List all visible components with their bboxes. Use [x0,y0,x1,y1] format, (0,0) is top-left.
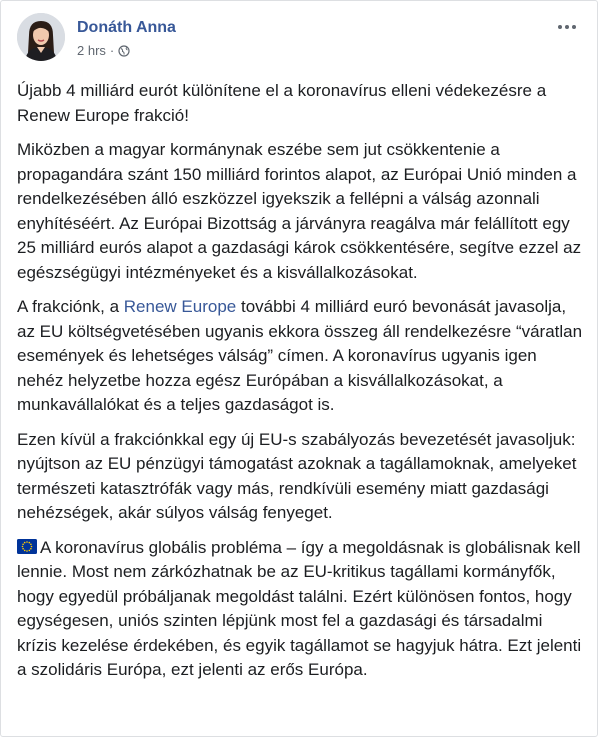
paragraph-5-text: A koronavírus globális probléma – így a megoldásnak is globálisnak kell lennie. Most nem zárkózhatnak be az EU-kritikus tagállami kormányfők, hogy egyedül próbáljanak megoldást találni. Ezért különösen fontos, hogy egységesen, uniós szinten lépjünk most fel a gazdasági és társadalmi krízis kezelése érdekében, és egyik tagállamot se hagyjuk hátra. Ezt jelenti a szolidáris Európa, ezt jelenti az erős Európa. [17,537,582,679]
eu-flag-icon [17,537,37,552]
post-paragraph-4: Ezen kívül a frakciónkkal egy új EU-s szabályozás bevezetését javasoljuk: nyújtson az EU pénzügyi támogatást azoknak a tagállamoknak, amelyeket természeti katasztrófák vagy más, rendkívüli esemény miatt gazdasági nehézségek, akár súlyos válság fenyeget. [17,429,577,522]
renew-europe-link[interactable]: Renew Europe [123,297,237,316]
paragraph-3-text-after: további 4 milliárd euró bevonását javasolja, az EU költségvetésében ugyanis ekkora összeg áll rendelkezésre “váratlan események és lehetséges válság” címen. A koronavírus ugyanis igen nehéz helyzetbe hozza egész Európában a kisvállalkozásokat, a munkavállalókat és a teljes gazdaságot is. [17,297,583,414]
post-paragraph-1: Újabb 4 milliárd eurót különítene el a koronavírus elleni védekezésre a Renew Europe frakció! [17,81,547,125]
post-body [17,79,583,693]
paragraph-3-text-before: A frakciónk, a [17,297,124,316]
avatar-image [17,13,65,61]
post-paragraph-3 [17,295,583,418]
avatar[interactable] [17,13,65,61]
post-paragraph-2: Miközben a magyar kormánynak eszébe sem jut csökkentenie a propagandára szánt 150 milliárd forintos alapot, az Európai Unió minden a rendelkezésében álló eszközzel igyekszik a fellépni a válság azonnali enyhítéséért. Az Európai Bizottság a járványra reagálva már felállított egy 25 milliárd eurós alapot a gazdasági károk csökkentésére, segítve ezzel az egészségügyi intézményeket és a kisvállalkozásokat. [17,140,582,282]
post-header [17,13,581,63]
more-options-icon[interactable] [553,17,581,37]
meta-separator: · [109,43,115,58]
post-meta [77,43,130,58]
globe-icon[interactable] [118,45,130,57]
post-paragraph-5 [17,536,583,683]
post-timestamp[interactable]: 2 hrs [77,43,106,58]
author-name[interactable]: Donáth Anna [77,19,176,36]
